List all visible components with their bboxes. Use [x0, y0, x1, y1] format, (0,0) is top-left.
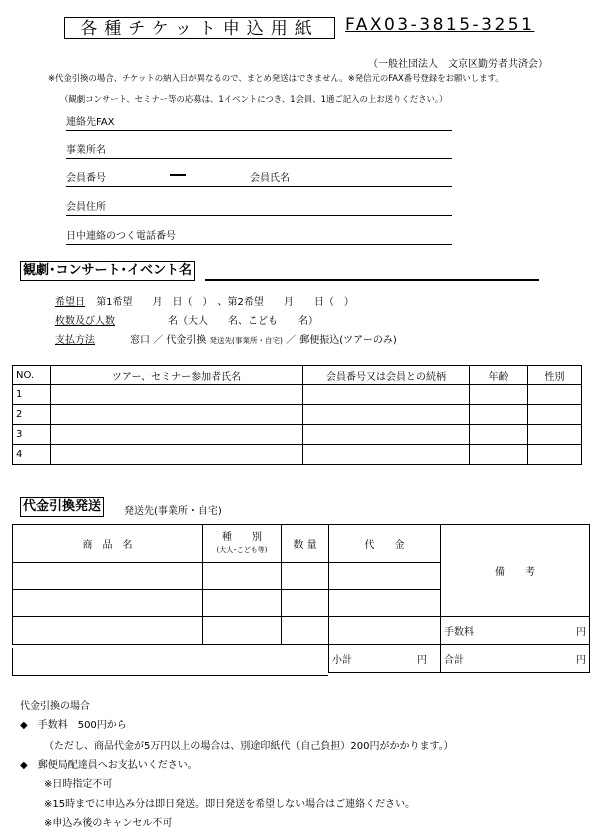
- row-number: 3: [13, 425, 51, 445]
- date-text: 第1希望 月 日（ ） 、第2希望 月 日（ ）: [96, 297, 354, 308]
- item-cell[interactable]: [13, 617, 203, 645]
- header-gender: 性別: [528, 366, 582, 385]
- member-number-label: 会員番号: [66, 173, 106, 184]
- office-name-field[interactable]: [66, 144, 452, 159]
- table-row: [13, 425, 582, 445]
- payment-label: 支払方法: [55, 335, 95, 346]
- postal-line: 郵便局配達員へお支払いください。: [37, 760, 198, 771]
- row-number: 4: [13, 445, 51, 465]
- member-number-dash: [170, 174, 186, 176]
- cod-bottom-border: [12, 675, 328, 676]
- age-cell[interactable]: [470, 445, 528, 465]
- bullet-icon: ◆: [20, 720, 28, 731]
- notice-line-2: （観劇コンサート、セミナー等の応募は、1イベントにつき、1会員、1通ご記入の上お送りください。）: [60, 94, 448, 104]
- total-yen: 円: [576, 655, 586, 666]
- member-cell[interactable]: [303, 385, 470, 405]
- price-cell[interactable]: [329, 590, 441, 617]
- address-label: 会員住所: [66, 202, 106, 213]
- count-label: 枚数及び人数: [55, 316, 115, 327]
- header-age: 年齢: [470, 366, 528, 385]
- fee-note: （ただし、商品代金が5万円以上の場合は、別途印紙代（自己負担）200円がかかります。）: [44, 741, 454, 752]
- col-remarks[interactable]: 備 考: [441, 525, 590, 617]
- name-cell[interactable]: [51, 405, 303, 425]
- subtotal-cell[interactable]: [329, 645, 441, 673]
- name-cell[interactable]: [51, 445, 303, 465]
- member-cell[interactable]: [303, 405, 470, 425]
- cod-left-border: [12, 648, 13, 676]
- count-text: 名（大人 名、こども 名）: [168, 316, 318, 327]
- gender-cell[interactable]: [528, 445, 582, 465]
- qty-cell[interactable]: [282, 563, 329, 590]
- contact-fax-label: 連絡先FAX: [66, 117, 115, 128]
- header-name: ツアー、セミナー参加者氏名: [51, 366, 303, 385]
- payment-option-a: 窓口 ／ 代金引換: [130, 335, 207, 346]
- address-field[interactable]: [66, 201, 452, 216]
- table-row: [13, 385, 582, 405]
- table-row: [13, 445, 582, 465]
- qty-cell[interactable]: [282, 617, 329, 645]
- event-section-title: 観劇･コンサート･イベント名: [20, 261, 195, 281]
- payment-option-b: 発送先(事業所・自宅): [209, 336, 283, 345]
- total-cell[interactable]: [441, 645, 590, 673]
- fax-number: FAX03-3815-3251: [345, 15, 535, 35]
- date-label: 希望日: [55, 297, 85, 308]
- phone-field[interactable]: [66, 230, 452, 245]
- header-no: NO.: [13, 366, 51, 385]
- row-number: 2: [13, 405, 51, 425]
- fee-label: 手数料: [444, 627, 474, 638]
- price-cell[interactable]: [329, 563, 441, 590]
- fee-line: 手数料 500円から: [37, 720, 127, 731]
- type-cell[interactable]: [203, 617, 282, 645]
- table-row: [13, 405, 582, 425]
- item-cell[interactable]: [13, 563, 203, 590]
- gender-cell[interactable]: [528, 405, 582, 425]
- member-field[interactable]: [66, 172, 452, 187]
- col-type-label: 種 別: [222, 531, 262, 543]
- col-price: 代 金: [329, 525, 441, 563]
- price-cell[interactable]: [329, 617, 441, 645]
- member-cell[interactable]: [303, 445, 470, 465]
- col-item: 商 品 名: [13, 525, 203, 563]
- cod-ship-to: 発送先(事業所・自宅): [124, 506, 222, 517]
- participants-table: [12, 365, 582, 465]
- blank-cell: [13, 645, 329, 673]
- fee-cell[interactable]: [441, 617, 590, 645]
- row-number: 1: [13, 385, 51, 405]
- col-type: [203, 525, 282, 563]
- total-label: 合計: [444, 655, 464, 666]
- item-cell[interactable]: [13, 590, 203, 617]
- age-cell[interactable]: [470, 405, 528, 425]
- notice-line-1: ※代金引換の場合、チケットの納入日が異なるので、まとめ発送はできません。※発信元のFAX番号登録をお願いします。: [48, 73, 504, 83]
- name-cell[interactable]: [51, 385, 303, 405]
- gender-cell[interactable]: [528, 385, 582, 405]
- age-cell[interactable]: [470, 385, 528, 405]
- subtotal-yen: 円: [417, 655, 427, 666]
- gender-cell[interactable]: [528, 425, 582, 445]
- col-qty: 数 量: [282, 525, 329, 563]
- qty-cell[interactable]: [282, 590, 329, 617]
- note-c: ※申込み後のキャンセル不可: [44, 818, 173, 829]
- office-name-label: 事業所名: [66, 145, 106, 156]
- header-member: 会員番号又は会員との続柄: [303, 366, 470, 385]
- phone-label: 日中連絡のつく電話番号: [66, 231, 176, 242]
- age-cell[interactable]: [470, 425, 528, 445]
- fee-yen: 円: [576, 627, 586, 638]
- form-title: 各種チケット申込用紙: [64, 17, 335, 39]
- footer-heading: 代金引換の場合: [20, 701, 90, 712]
- table-row: [13, 617, 590, 645]
- type-cell[interactable]: [203, 590, 282, 617]
- note-a: ※日時指定不可: [44, 779, 113, 790]
- type-cell[interactable]: [203, 563, 282, 590]
- cod-table: [12, 524, 590, 673]
- event-name-line[interactable]: [205, 279, 539, 281]
- contact-fax-field[interactable]: [66, 116, 452, 131]
- col-type-sub: (大人･こども等): [216, 545, 268, 554]
- member-cell[interactable]: [303, 425, 470, 445]
- bullet-icon: ◆: [20, 760, 28, 771]
- cod-section-title: 代金引換発送: [20, 497, 104, 517]
- subtotal-label: 小計: [332, 655, 352, 666]
- member-name-label: 会員氏名: [250, 173, 290, 184]
- organization-name: （一般社団法人 文京区勤労者共済会）: [368, 59, 548, 70]
- payment-option-c: ／ 郵便振込(ツアーのみ): [286, 335, 397, 346]
- note-b: ※15時までに申込み分は即日発送。即日発送を希望しない場合はご連絡ください。: [44, 799, 416, 810]
- name-cell[interactable]: [51, 425, 303, 445]
